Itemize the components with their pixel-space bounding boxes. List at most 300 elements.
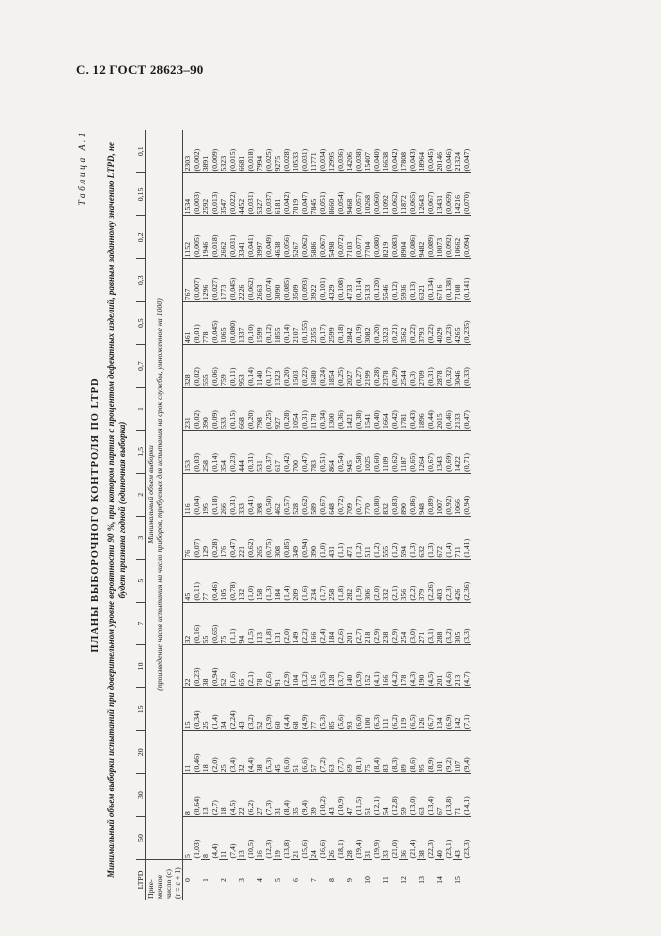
sample-size: 1065 [219, 302, 228, 345]
failure-rate: (2,1) [390, 559, 399, 602]
sample-size: 221 [237, 516, 246, 559]
sample-size: 11872 [399, 173, 408, 216]
table-row-bound [408, 130, 417, 900]
failure-rate: (6,0) [354, 688, 363, 731]
ltpd-value-header: 7 [136, 602, 146, 645]
failure-rate: (1,03) [192, 839, 201, 859]
failure-rate: (19,4) [354, 839, 363, 859]
failure-rate: (4,4) [246, 731, 255, 774]
sample-size: 166 [309, 602, 318, 645]
failure-rate: (0,11) [192, 559, 201, 602]
failure-rate: (0,67) [426, 430, 435, 473]
failure-rate: (0,043) [408, 130, 417, 173]
sample-size: 349 [291, 516, 300, 559]
sample-size: 2226 [237, 259, 246, 302]
c-header [146, 860, 183, 901]
sample-size: 195 [201, 473, 210, 516]
table-row-bound [354, 130, 363, 900]
ltpd-value-header: 0,15 [136, 173, 146, 216]
failure-rate: (9,4) [462, 731, 471, 774]
sample-size: 32 [183, 602, 193, 645]
failure-rate: (1,0) [318, 516, 327, 559]
sample-size: 13431 [435, 173, 444, 216]
sample-size: 101 [435, 731, 444, 774]
failure-rate: (0,83) [390, 473, 399, 516]
sample-size: 282 [345, 559, 354, 602]
ltpd-value-header: 0,1 [136, 130, 146, 173]
failure-rate: (16,6) [318, 839, 327, 859]
sample-size: 52 [219, 645, 228, 688]
failure-rate: (4,4) [282, 688, 291, 731]
failure-rate: (8,3) [390, 731, 399, 774]
failure-rate: (0,046) [444, 130, 453, 173]
failure-rate: (0,045) [228, 259, 237, 302]
failure-rate: (4,7) [462, 645, 471, 688]
failure-rate: (19,9) [372, 839, 381, 859]
table-title: ПЛАНЫ ВЫБОРОЧНОГО КОНТРОЛЯ ПО LTPD [90, 377, 101, 653]
sample-size: 403 [435, 559, 444, 602]
failure-rate: (0,31) [246, 430, 255, 473]
ltpd-value-header: 0,5 [136, 302, 146, 345]
failure-rate: (0,037) [264, 173, 273, 216]
failure-rate: (0,02) [192, 345, 201, 388]
sample-size: 5546 [381, 259, 390, 302]
failure-rate: (0,21) [390, 302, 399, 345]
sample-size: 38 [255, 731, 264, 774]
failure-rate: (0,34) [192, 688, 201, 731]
sample-size: 65 [237, 645, 246, 688]
failure-rate: (3,2) [246, 688, 255, 731]
sample-size: 4452 [237, 173, 246, 216]
failure-rate: (0,69) [444, 430, 453, 473]
sample-size: 3509 [291, 259, 300, 302]
sample-size: 462 [273, 473, 282, 516]
sample-size: 16638 [381, 130, 390, 173]
sample-size: 104 [291, 645, 300, 688]
failure-rate: (1,41) [462, 516, 471, 559]
sample-size: 5323 [219, 130, 228, 173]
failure-rate: (1,3) [408, 516, 417, 559]
sample-size: 18 [219, 774, 228, 817]
ltpd-value-header: 10 [136, 645, 146, 688]
failure-rate: (0,94) [462, 473, 471, 516]
failure-rate: (6,7) [426, 688, 435, 731]
failure-rate: (0,07) [192, 516, 201, 559]
failure-rate: (0,3) [408, 345, 417, 388]
sample-size: 178 [399, 645, 408, 688]
failure-rate: (0,77) [354, 473, 363, 516]
sample-size: 11092 [381, 173, 390, 216]
sample-size: 1066 [453, 473, 462, 516]
failure-rate: (1,1) [336, 516, 345, 559]
sample-size: 8219 [381, 216, 390, 259]
failure-rate: (3,0) [408, 602, 417, 645]
failure-rate: (0,75) [264, 516, 273, 559]
sample-size: 21 [291, 817, 300, 860]
failure-rate: (0,22) [300, 345, 309, 388]
sample-size: 89 [399, 731, 408, 774]
failure-rate: (0,045) [426, 130, 435, 173]
sample-size: 5327 [255, 173, 264, 216]
group-subtitle: (произведение часов испытания на число приборов, требуемых для испытания на срок службы, умноженное на 1000) [155, 298, 164, 691]
sample-size: 7845 [309, 173, 318, 216]
failure-rate: (13,8) [282, 839, 291, 859]
sample-size: 43 [327, 774, 336, 817]
table-row-bound [264, 130, 273, 900]
table-row [327, 130, 336, 900]
group-header [146, 130, 183, 860]
failure-rate: (0,42) [282, 430, 291, 473]
sample-size: 149 [291, 602, 300, 645]
ltpd-value-header: 0,7 [136, 345, 146, 388]
running-head: С. 12 ГОСТ 28623–90 [76, 62, 204, 77]
c-header-line: Прие- [146, 879, 155, 899]
sample-size: 201 [345, 602, 354, 645]
sample-size: 22 [237, 774, 246, 817]
failure-rate: (0,36) [336, 388, 345, 431]
sample-size: 2842 [345, 302, 354, 345]
failure-rate: (5,3) [318, 688, 327, 731]
failure-rate: (0,34) [318, 388, 327, 431]
failure-rate: (3,1) [426, 602, 435, 645]
failure-rate: (3,5) [318, 645, 327, 688]
sample-size: 45 [273, 731, 282, 774]
ltpd-value-header: 30 [136, 774, 146, 817]
sample-size: 10662 [453, 216, 462, 259]
sample-size: 7103 [345, 216, 354, 259]
failure-rate: (0,065) [408, 173, 417, 216]
failure-rate: (0,19) [354, 302, 363, 345]
sample-size: 111 [381, 688, 390, 731]
failure-rate: (0,085) [282, 259, 291, 302]
failure-rate: (4,9) [300, 688, 309, 731]
failure-rate: (2,9) [372, 602, 381, 645]
failure-rate: (4,3) [408, 645, 417, 688]
sample-size: 40 [435, 817, 444, 860]
sample-size: 38 [417, 817, 426, 860]
failure-rate: (1,8) [336, 559, 345, 602]
sample-size: 5 [183, 817, 193, 860]
acceptance-number: 10 [363, 876, 372, 884]
sample-size: 617 [273, 430, 282, 473]
failure-rate: (1,0) [246, 559, 255, 602]
failure-rate: (0,018) [210, 216, 219, 259]
failure-rate: (0,85) [282, 516, 291, 559]
sample-size: 25 [219, 731, 228, 774]
sample-size: 798 [255, 388, 264, 431]
failure-rate: (0,069) [444, 173, 453, 216]
sample-size: 7704 [363, 216, 372, 259]
table-row-bound [300, 130, 309, 900]
failure-rate: (3,7) [336, 645, 345, 688]
sample-size: 1343 [435, 430, 444, 473]
failure-rate: (0,72) [336, 473, 345, 516]
sample-size: 305 [453, 602, 462, 645]
sample-size: 25 [201, 688, 210, 731]
failure-rate: (0,093) [300, 259, 309, 302]
failure-rate: (8,4) [372, 731, 381, 774]
sample-size: 890 [399, 473, 408, 516]
failure-rate: (6,0) [282, 731, 291, 774]
sample-size: 91 [273, 645, 282, 688]
table-row-bound [228, 130, 237, 900]
failure-rate: (2,1) [246, 645, 255, 688]
failure-rate: (0,31) [228, 473, 237, 516]
failure-rate: (0,028) [282, 130, 291, 173]
sample-size: 69 [345, 731, 354, 774]
ltpd-value-header: 15 [136, 688, 146, 731]
table-row [453, 130, 462, 900]
failure-rate: (0,80) [372, 473, 381, 516]
failure-rate: (10,9) [336, 774, 345, 817]
sample-size: 76 [183, 516, 193, 559]
sample-size: 5936 [399, 259, 408, 302]
failure-rate: (0,28) [210, 516, 219, 559]
sample-size: 3547 [219, 173, 228, 216]
sample-size: 2544 [399, 345, 408, 388]
failure-rate: (1,7) [318, 559, 327, 602]
table-row [255, 130, 264, 900]
failure-rate: (0,40) [372, 388, 381, 431]
sample-size: 864 [327, 430, 336, 473]
failure-rate: (10,2) [318, 774, 327, 817]
sample-size: 3323 [381, 302, 390, 345]
failure-rate: (15,6) [300, 839, 309, 859]
sample-size: 1421 [345, 388, 354, 431]
sample-size: 13 [237, 817, 246, 860]
sample-size: 398 [255, 473, 264, 516]
failure-rate: (0,005) [192, 216, 201, 259]
table-row [309, 130, 318, 900]
sample-size: 1534 [183, 173, 193, 216]
sample-size: 22 [183, 645, 193, 688]
failure-rate: (0,20) [246, 388, 255, 431]
sample-size: 238 [381, 602, 390, 645]
failure-rate: (4,5) [228, 774, 237, 817]
failure-rate: (0,062) [300, 216, 309, 259]
failure-rate: (11,5) [354, 774, 363, 817]
failure-rate: (0,18) [210, 473, 219, 516]
failure-rate: (0,17) [264, 345, 273, 388]
failure-rate: (0,18) [336, 302, 345, 345]
sample-size: 1503 [291, 345, 300, 388]
failure-rate: (2,0) [372, 559, 381, 602]
sample-size: 426 [453, 559, 462, 602]
failure-rate: (0,27) [354, 345, 363, 388]
sample-size: 129 [201, 516, 210, 559]
failure-rate: (0,072) [336, 216, 345, 259]
sample-size: 10533 [291, 130, 300, 173]
acceptance-number: 2 [219, 878, 228, 882]
failure-rate: (3,2) [444, 602, 453, 645]
sample-size: 1422 [453, 430, 462, 473]
sample-size: 648 [327, 473, 336, 516]
sample-size: 431 [327, 516, 336, 559]
sample-size: 31 [363, 817, 372, 860]
failure-rate: (13,4) [426, 774, 435, 817]
sample-size: 4638 [273, 216, 282, 259]
sample-size: 6321 [417, 259, 426, 302]
sample-size: 531 [255, 430, 264, 473]
failure-rate: (2,6) [336, 602, 345, 645]
sample-size: 128 [327, 645, 336, 688]
failure-rate: (0,86) [408, 473, 417, 516]
failure-rate: (0,57) [282, 473, 291, 516]
sample-size: 306 [363, 559, 372, 602]
failure-rate: (6,3) [372, 688, 381, 731]
sample-size: 10268 [363, 173, 372, 216]
failure-rate: (3,3) [462, 602, 471, 645]
failure-rate: (0,12) [390, 259, 399, 302]
failure-rate: (7,4) [228, 843, 237, 859]
sample-size: 152 [363, 645, 372, 688]
failure-rate: (7,1) [462, 688, 471, 731]
failure-rate: (0,080) [372, 216, 381, 259]
sample-size: 2378 [381, 345, 390, 388]
sample-size: 390 [309, 516, 318, 559]
acceptance-number: 13 [417, 876, 426, 884]
sample-size: 9275 [273, 130, 282, 173]
failure-rate: (0,155) [300, 302, 309, 345]
sample-size: 27 [255, 774, 264, 817]
sample-size: 2133 [453, 388, 462, 431]
failure-rate: (0,002) [192, 130, 201, 173]
failure-rate: (0,042) [282, 173, 291, 216]
sample-size: 32 [237, 731, 246, 774]
sample-size: 6681 [237, 130, 246, 173]
table-row [219, 130, 228, 900]
failure-rate: (0,33) [462, 345, 471, 388]
ltpd-value-header: 0,3 [136, 259, 146, 302]
failure-rate: (22,3) [426, 839, 435, 859]
sample-size: 1264 [417, 430, 426, 473]
failure-rate: (0,46) [444, 388, 453, 431]
failure-rate: (1,5) [246, 602, 255, 645]
sample-size: 8904 [399, 216, 408, 259]
acceptance-number: 4 [255, 878, 264, 882]
acceptance-number: 6 [291, 878, 300, 882]
sample-size: 1140 [255, 345, 264, 388]
acceptance-number: 11 [381, 876, 390, 884]
failure-rate: (0,051) [318, 173, 327, 216]
failure-rate: (0,14) [210, 430, 219, 473]
failure-rate: (0,11) [228, 345, 237, 388]
sample-size: 20146 [435, 130, 444, 173]
sample-size: 1664 [381, 388, 390, 431]
sample-size: 471 [345, 516, 354, 559]
ltpd-value-header: 2 [136, 473, 146, 516]
sample-size: 132 [237, 559, 246, 602]
sample-size: 1152 [183, 216, 193, 259]
table-row [363, 130, 372, 900]
sample-size: 3997 [255, 216, 264, 259]
failure-rate: (0,67) [318, 473, 327, 516]
sample-size: 3922 [309, 259, 318, 302]
sample-size: 116 [309, 645, 318, 688]
failure-rate: (0,094) [462, 216, 471, 259]
sample-size: 52 [255, 688, 264, 731]
failure-rate: (0,067) [318, 216, 327, 259]
sample-size: 11 [183, 731, 193, 774]
sample-size: 1896 [417, 388, 426, 431]
failure-rate: (12,8) [390, 774, 399, 817]
table-row-bound [318, 130, 327, 900]
sample-size: 444 [237, 430, 246, 473]
failure-rate: (2,3) [444, 559, 453, 602]
sample-size: 13 [201, 774, 210, 817]
sample-size: 142 [453, 688, 462, 731]
sample-size: 1025 [363, 430, 372, 473]
failure-rate: (0,062) [390, 173, 399, 216]
failure-rate: (0,042) [390, 130, 399, 173]
sample-size: 5133 [363, 259, 372, 302]
failure-rate: (0,056) [282, 216, 291, 259]
sample-size: 11771 [309, 130, 318, 173]
acceptance-number: 12 [399, 876, 408, 884]
failure-rate: (2,2) [408, 559, 417, 602]
sample-size: 672 [435, 516, 444, 559]
failure-rate: (0,47) [228, 516, 237, 559]
sample-size: 1054 [291, 388, 300, 431]
failure-rate: (0,108) [336, 259, 345, 302]
failure-rate: (0,086) [408, 216, 417, 259]
acceptance-number: 0 [183, 878, 192, 882]
sample-size: 1337 [237, 302, 246, 345]
failure-rate: (2,0) [282, 602, 291, 645]
ltpd-value-header: 50 [136, 817, 146, 860]
failure-rate: (6,2) [390, 688, 399, 731]
failure-rate: (0,25) [264, 388, 273, 431]
failure-rate: (0,003) [192, 173, 201, 216]
sample-size: 8 [201, 817, 210, 860]
sample-size: 78 [255, 645, 264, 688]
acceptance-number: 3 [237, 878, 246, 882]
sample-size: 67 [435, 774, 444, 817]
sample-size: 254 [399, 602, 408, 645]
failure-rate: (1,3) [264, 559, 273, 602]
failure-rate: (3,4) [228, 731, 237, 774]
failure-rate: (0,060) [372, 173, 381, 216]
failure-rate: (0,24) [318, 345, 327, 388]
failure-rate: (1,3) [426, 516, 435, 559]
failure-rate: (1,4) [444, 516, 453, 559]
table-row-bound [462, 130, 471, 900]
sample-size: 77 [201, 559, 210, 602]
sample-size: 234 [309, 559, 318, 602]
failure-rate: (0,23) [444, 302, 453, 345]
ltpd-value-header: 1 [136, 388, 146, 431]
sample-size: 19 [273, 817, 282, 860]
failure-rate: (0,009) [210, 130, 219, 173]
sample-size: 1773 [219, 259, 228, 302]
sample-size: 34 [219, 688, 228, 731]
failure-rate: (0,031) [300, 130, 309, 173]
sample-size: 116 [183, 473, 193, 516]
failure-rate: (0,077) [354, 216, 363, 259]
sample-size: 4733 [345, 259, 354, 302]
sample-size: 4329 [327, 259, 336, 302]
failure-rate: (0,14) [282, 302, 291, 345]
sample-size: 2709 [417, 345, 426, 388]
sample-size: 390 [201, 388, 210, 431]
sample-size: 18964 [417, 130, 426, 173]
sample-size: 2592 [201, 173, 210, 216]
sample-size: 43 [237, 688, 246, 731]
failure-rate: (0,16) [192, 602, 201, 645]
failure-rate: (1,2) [354, 516, 363, 559]
sample-size: 54 [381, 774, 390, 817]
sample-size: 100 [363, 688, 372, 731]
